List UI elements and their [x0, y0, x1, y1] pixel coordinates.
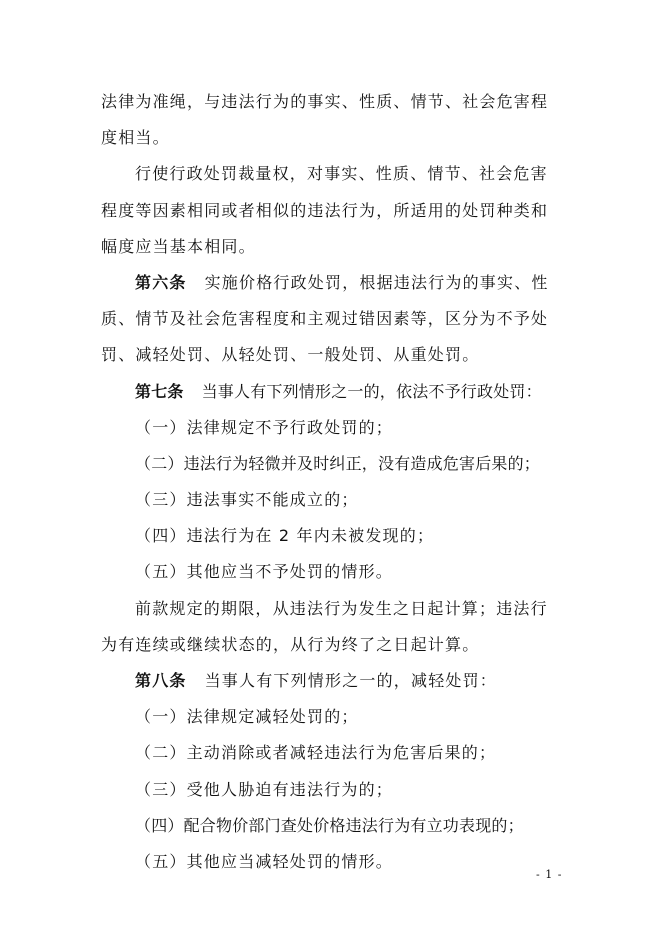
article-8-text: 当事人有下列情形之一的，减轻处罚： — [204, 671, 498, 690]
list-item: （三）违法事实不能成立的； — [135, 490, 359, 510]
list-item: （一）法律规定不予行政处罚的； — [135, 417, 394, 437]
paragraph-line: 罚、减轻处罚、从轻处罚、一般处罚、从重处罚。 — [101, 345, 480, 365]
article-7-text: 当事人有下列情形之一的，依法不予行政处罚： — [201, 381, 542, 401]
list-item: （一）法律规定减轻处罚的； — [135, 707, 359, 727]
list-item: （三）受他人胁迫有违法行为的； — [135, 779, 394, 799]
list-item: （四）配合物价部门查处价格违法行为有立功表现的； — [135, 815, 524, 835]
paragraph-line: 前款规定的期限，从违法行为发生之日起计算；违法行 — [135, 598, 548, 618]
article-6-text: 实施价格行政处罚，根据违法行为的事实、性 — [204, 272, 549, 292]
list-item: （五）其他应当减轻处罚的情形。 — [135, 851, 394, 871]
document-body — [101, 84, 563, 880]
paragraph-line: 法律为准绳，与违法行为的事实、性质、情节、社会危害程 — [101, 92, 549, 111]
article-7-first-line — [101, 374, 563, 410]
paragraph-line: 质、情节及社会危害程度和主观过错因素等，区分为不予处 — [101, 309, 549, 329]
list-item: （四）违法行为在 2 年内未被发现的； — [135, 526, 435, 546]
paragraph-line: 行使行政处罚裁量权，对事实、性质、情节、社会危害 — [135, 164, 548, 184]
list-item: （五）其他应当不予处罚的情形。 — [135, 562, 394, 582]
paragraph-line: 幅度应当基本相同。 — [101, 236, 256, 256]
page-number: - 1 - — [536, 868, 563, 881]
article-8-label: 第八条 — [135, 671, 187, 690]
article-6-label: 第六条 — [135, 272, 187, 292]
list-item: （二）违法行为轻微并及时纠正，没有造成危害后果的； — [135, 453, 541, 473]
list-item: （二）主动消除或者减轻违法行为危害后果的； — [135, 743, 497, 763]
paragraph-line: 度相当。 — [101, 128, 170, 148]
article-8-first-line — [101, 663, 563, 699]
article-6-first-line — [101, 265, 563, 301]
article-7-label: 第七条 — [135, 381, 184, 401]
paragraph-line: 为有连续或继续状态的，从行为终了之日起计算。 — [101, 634, 480, 654]
paragraph-line: 程度等因素相同或者相似的违法行为，所适用的处罚种类和 — [101, 200, 549, 220]
